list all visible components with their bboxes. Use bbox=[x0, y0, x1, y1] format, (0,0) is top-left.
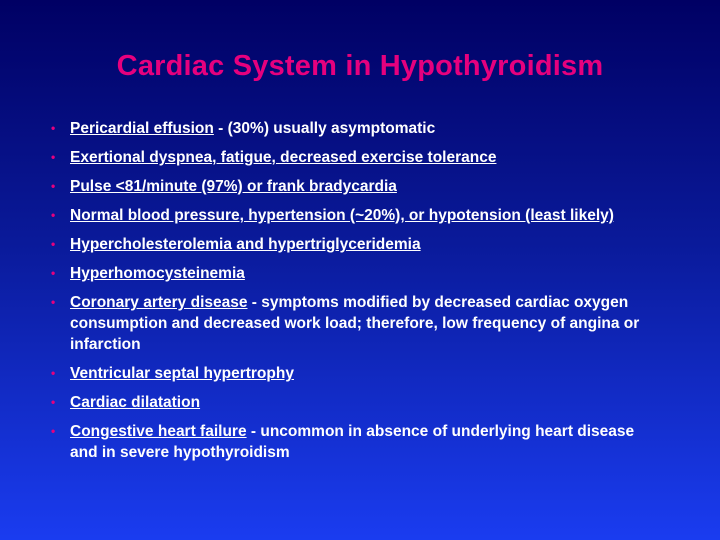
list-item bbox=[50, 147, 650, 168]
list-item bbox=[50, 176, 650, 197]
bullet-icon: • bbox=[51, 179, 56, 193]
bullet-icon: • bbox=[51, 366, 56, 380]
hyperlink[interactable]: Cardiac dilatation bbox=[70, 394, 201, 411]
hyperlink[interactable]: Coronary artery disease bbox=[70, 294, 248, 311]
item-text: - uncommon in absence of underlying heart disease and in severe hypothyroidism bbox=[70, 423, 635, 461]
bullet-icon: • bbox=[51, 266, 56, 280]
hyperlink[interactable]: Ventricular septal hypertrophy bbox=[70, 365, 294, 382]
bullet-icon: • bbox=[51, 150, 56, 164]
hyperlink[interactable]: Normal blood pressure, hypertension (~20%), or hypotension (least likely) bbox=[70, 207, 614, 224]
hyperlink[interactable]: Hypercholesterolemia and hypertriglyceridemia bbox=[70, 236, 421, 253]
slide-title: Cardiac System in Hypothyroidism bbox=[116, 50, 604, 82]
list-item bbox=[50, 234, 650, 255]
bullet-icon: • bbox=[51, 395, 56, 409]
list-item bbox=[50, 118, 650, 139]
bullet-list bbox=[50, 118, 650, 471]
list-item bbox=[50, 392, 650, 413]
hyperlink[interactable]: Pericardial effusion bbox=[70, 120, 214, 137]
hyperlink[interactable]: Pulse <81/minute (97%) or frank bradycardia bbox=[70, 178, 397, 195]
bullet-icon: • bbox=[51, 121, 56, 135]
bullet-icon: • bbox=[51, 295, 56, 309]
hyperlink[interactable]: Congestive heart failure bbox=[70, 423, 247, 440]
bullet-icon: • bbox=[51, 208, 56, 222]
list-item bbox=[50, 205, 650, 226]
hyperlink[interactable]: Exertional dyspnea, fatigue, decreased exercise tolerance bbox=[70, 149, 497, 166]
bullet-icon: • bbox=[51, 237, 56, 251]
list-item bbox=[50, 363, 650, 384]
list-item bbox=[50, 292, 650, 355]
list-item bbox=[50, 263, 650, 284]
hyperlink[interactable]: Hyperhomocysteinemia bbox=[70, 265, 245, 282]
list-item bbox=[50, 421, 650, 463]
item-text: - symptoms modified by decreased cardiac oxygen consumption and decreased work load; therefore, low frequency of angina or infarction bbox=[70, 294, 640, 353]
bullet-icon: • bbox=[51, 424, 56, 438]
item-text: - (30%) usually asymptomatic bbox=[213, 120, 436, 137]
